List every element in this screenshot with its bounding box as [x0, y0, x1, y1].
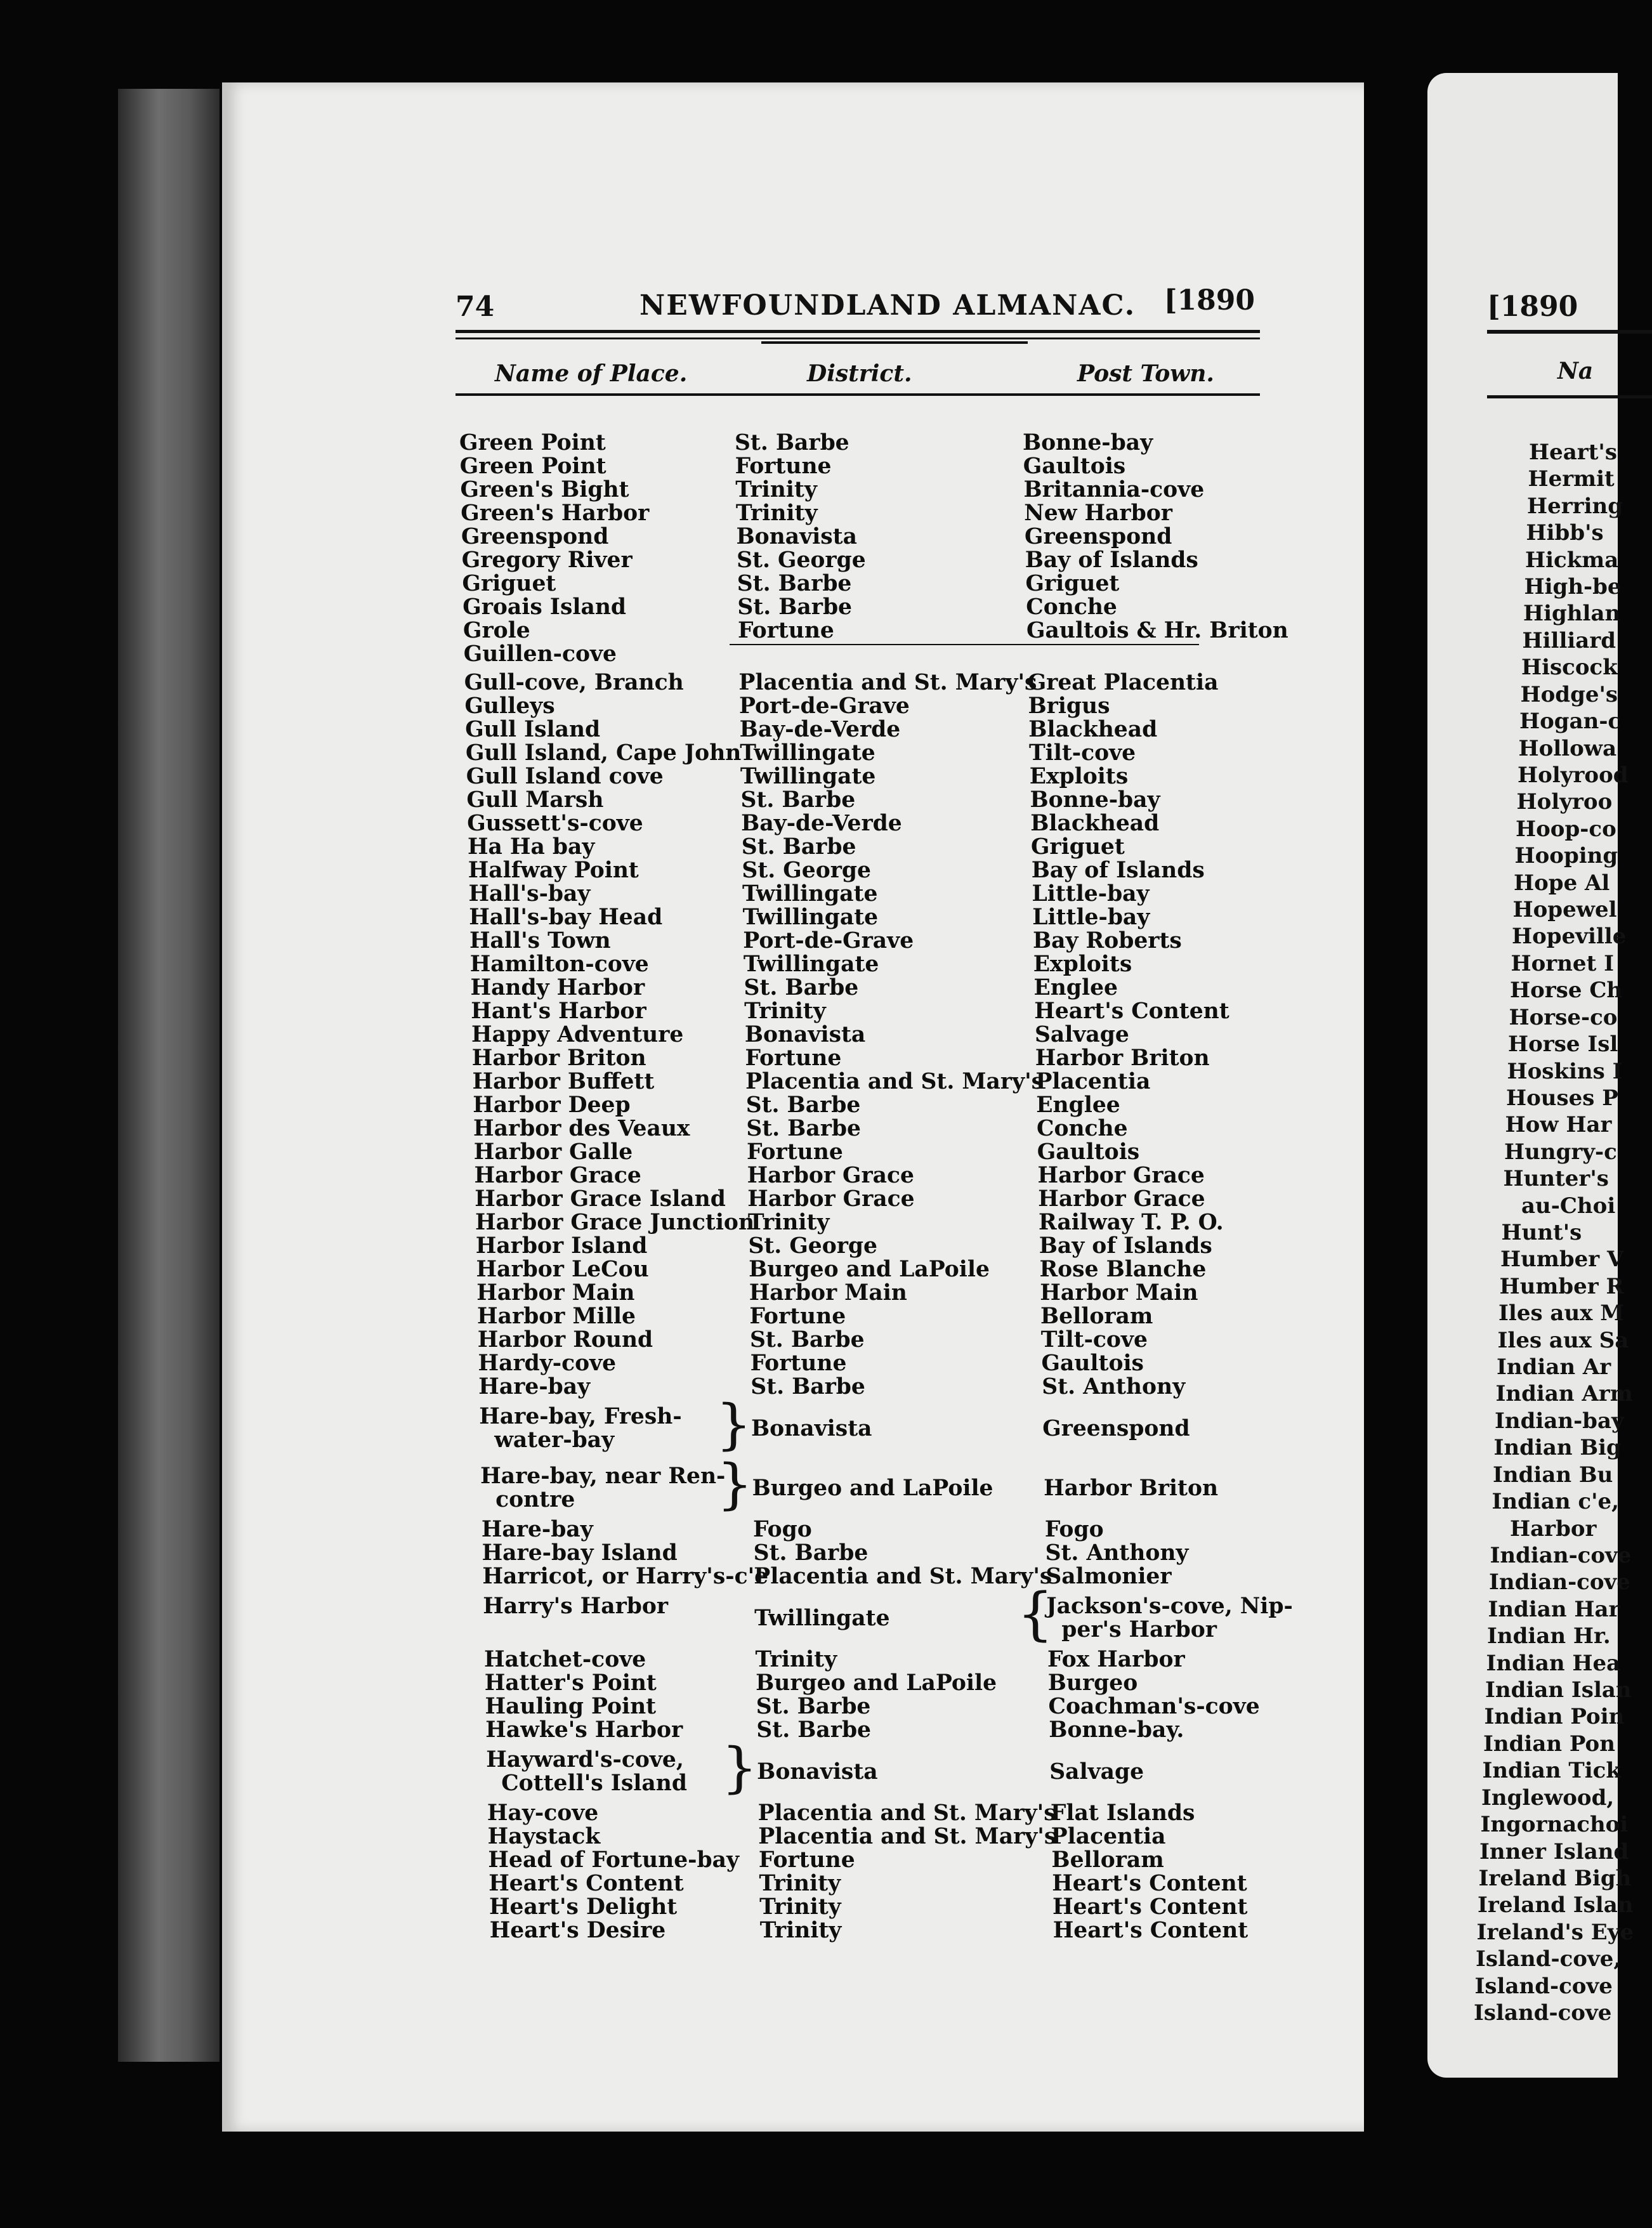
facing-page-entry: Heart's [1529, 440, 1617, 465]
facing-page-year: [1890 [1487, 291, 1578, 323]
post-town-name: St. Anthony [1045, 1540, 1189, 1566]
district-name: Harbor Grace [747, 1186, 915, 1212]
district-name: Trinity [735, 477, 817, 502]
place-name: Hatchet-cove [484, 1647, 646, 1672]
place-name: Hatter's Point [484, 1670, 657, 1696]
facing-page-entry: Horse-co [1509, 1004, 1618, 1030]
facing-page-entry: Hopewel [1512, 897, 1617, 923]
facing-page-entry: Holyroo [1516, 789, 1613, 815]
district-name: Fortune [735, 454, 832, 479]
facing-page-entry: Herring [1527, 493, 1623, 519]
district-name: St. Barbe [737, 594, 853, 620]
post-town-name: Placentia [1035, 1069, 1151, 1094]
district-name: Twillingate [742, 905, 879, 930]
facing-page-entry: Hoskins I [1507, 1058, 1623, 1084]
post-town-name: Heart's Content [1052, 1894, 1248, 1920]
place-name: Harbor Deep [473, 1092, 631, 1118]
post-town-name: Great Placentia [1027, 670, 1219, 695]
post-town-name: Jackson's-cove, Nip- [1046, 1594, 1293, 1619]
district-name: Burgeo and LaPoile [756, 1670, 997, 1696]
facing-page-entry: Indian-bay [1495, 1408, 1624, 1434]
post-town-name: Heart's Content [1034, 999, 1229, 1024]
post-town-name: St. Anthony [1042, 1374, 1186, 1399]
facing-page-entry: Island-cove, [1476, 1946, 1622, 1972]
facing-page-entry: Indian Ar [1497, 1354, 1611, 1380]
place-name: Harbor Island [475, 1233, 648, 1259]
facing-page-entry: Hilliard [1522, 627, 1616, 653]
post-town-name: Harbor Briton [1044, 1475, 1219, 1501]
district-name: St. Barbe [756, 1717, 872, 1743]
post-town-name: Placentia [1051, 1824, 1166, 1849]
place-name: Grole [463, 618, 530, 643]
facing-page-entry: Iles aux Sa [1497, 1327, 1629, 1353]
district-name: Trinity [759, 1894, 841, 1920]
facing-page-entry: Indian Pon [1483, 1731, 1615, 1757]
place-name: Hauling Point [485, 1694, 657, 1719]
facing-page-entry: Horse Ch [1510, 978, 1623, 1004]
post-town-name: Heart's Content [1052, 1918, 1249, 1943]
district-name: St. Barbe [745, 1092, 861, 1118]
facing-page-entry: Harbor [1510, 1516, 1597, 1542]
district-name: Twillingate [743, 952, 879, 977]
district-name: Fortune [745, 1045, 842, 1071]
place-name: Hardy-cove [478, 1351, 617, 1376]
place-name: Harbor Grace Island [475, 1186, 726, 1212]
district-name: Placentia and St. Mary's [738, 670, 1037, 695]
post-town-name: Salmonier [1046, 1564, 1172, 1589]
place-name: Ha Ha bay [467, 834, 595, 860]
district-name: Bonavista [736, 524, 857, 549]
place-name: Gulleys [464, 693, 555, 719]
place-name: Green's Bight [460, 477, 629, 502]
place-name: Hay-cove [487, 1800, 599, 1826]
facing-page-entry: Hollowa [1518, 735, 1617, 761]
place-name: Harbor Grace Junction [475, 1210, 755, 1235]
facing-page-entry: Ireland Bigh [1478, 1865, 1632, 1891]
place-name: Harbor Round [477, 1327, 653, 1353]
post-town-name: Tilt-cove [1028, 740, 1136, 766]
facing-page-entry: Ireland's Eye [1476, 1919, 1634, 1945]
post-town-name: Railway T. P. O. [1038, 1210, 1224, 1235]
facing-page-entry: Holyrood [1518, 762, 1629, 788]
place-name: Harbor Grace [474, 1163, 641, 1188]
place-name: Gull-cove, Branch [464, 670, 684, 695]
district-name: St. Barbe [756, 1694, 871, 1719]
post-town-name: Brigus [1028, 693, 1110, 719]
place-name: Head of Fortune-bay [488, 1847, 740, 1873]
post-town-name: Fox Harbor [1047, 1647, 1185, 1672]
facing-page-entry: Indian-cove [1489, 1569, 1630, 1596]
district-name: Twillingate [754, 1605, 890, 1631]
place-name: Green Point [459, 430, 606, 455]
running-head [456, 284, 1255, 329]
place-name: Haystack [487, 1824, 601, 1849]
place-name: Happy Adventure [471, 1022, 684, 1047]
facing-page-entry: Inglewood, [1481, 1785, 1615, 1811]
facing-page-entry: Hornet I [1511, 950, 1615, 976]
facing-page-entry: Indian Big [1493, 1435, 1622, 1461]
place-name: Groais Island [462, 594, 627, 620]
facing-page-entry: Indian c'e, [1491, 1489, 1619, 1515]
place-name: Harry's Harbor [483, 1594, 669, 1619]
post-town-name: Gaultois [1023, 454, 1126, 479]
district-name: Fortune [738, 618, 834, 643]
facing-page-entry: Ingornachoi [1480, 1812, 1629, 1838]
page-number: 74 [456, 291, 495, 323]
facing-page-entry: Hermit [1528, 466, 1615, 492]
place-name: Halfway Point [468, 858, 639, 883]
post-town-name: Little-bay [1032, 905, 1150, 930]
district-name: St. Barbe [737, 571, 852, 596]
facing-page-entry: Hogan-c [1519, 709, 1622, 735]
post-town-name: Harbor Main [1040, 1280, 1198, 1306]
district-name: Trinity [735, 501, 818, 526]
facing-page-entry: Hoop-co [1516, 816, 1616, 842]
post-town-name: Bay of Islands [1039, 1233, 1212, 1259]
place-name: Handy Harbor [470, 975, 645, 1000]
facing-page-entry: Humber V [1500, 1247, 1624, 1273]
facing-page-entry: Indian Hr. [1487, 1623, 1611, 1649]
district-name: Fortune [758, 1847, 855, 1873]
post-town-name: Conche [1036, 1116, 1128, 1141]
post-town-name: Blackhead [1028, 717, 1158, 742]
post-town-name: Harbor Grace [1037, 1163, 1205, 1188]
post-town-name: Harbor Briton [1035, 1045, 1210, 1071]
column-header-rule [456, 393, 1260, 396]
place-name: contre [495, 1487, 575, 1512]
district-name: St. Barbe [744, 975, 859, 1000]
district-name: Trinity [759, 1871, 841, 1896]
district-name: St. Barbe [741, 834, 856, 860]
section-divider-rule [730, 644, 1199, 645]
post-town-name: Harbor Grace [1038, 1186, 1205, 1212]
place-name: Hawke's Harbor [485, 1717, 683, 1743]
district-name: St. Barbe [751, 1374, 865, 1399]
facing-page-entry: Hunt's [1501, 1220, 1582, 1245]
post-town-name: Flat Islands [1050, 1800, 1195, 1826]
district-name: Port-de-Grave [739, 693, 910, 719]
place-name: Heart's Delight [488, 1894, 678, 1920]
facing-page-entry: Indian Hea [1486, 1650, 1621, 1676]
post-town-name: Belloram [1040, 1304, 1153, 1329]
district-name: Placentia and St. Mary's [758, 1824, 1057, 1849]
district-name: Fortune [746, 1139, 843, 1165]
district-name: Fortune [749, 1304, 846, 1329]
district-name: St. Barbe [753, 1540, 869, 1566]
place-name: Hare-bay, near Ren- [480, 1464, 726, 1489]
place-name: Hayward's-cove, [486, 1747, 684, 1773]
district-name: Bay-de-Verde [739, 717, 901, 742]
place-name: Hall's-bay Head [469, 905, 663, 930]
facing-page-entry: Humber R [1499, 1273, 1624, 1299]
post-town-name: Tilt-cove [1040, 1327, 1148, 1353]
facing-page-entry: Hopeville [1512, 924, 1627, 950]
post-town-name: Bay of Islands [1031, 858, 1205, 883]
post-town-name: New Harbor [1024, 501, 1172, 526]
district-name: Trinity [744, 999, 826, 1024]
grouping-brace: } [716, 1392, 752, 1457]
district-name: Port-de-Grave [743, 928, 914, 953]
place-name: Gull Marsh [466, 787, 604, 813]
header-rule-accent [761, 341, 1028, 344]
post-town-name: Bay of Islands [1025, 547, 1198, 573]
facing-page-entry: au-Choi [1521, 1193, 1616, 1219]
facing-page-entry: Houses P [1506, 1085, 1618, 1111]
facing-page-entry: Indian Tick [1482, 1758, 1621, 1784]
post-town-name: Rose Blanche [1039, 1257, 1207, 1282]
facing-page-column-header: Na [1557, 358, 1594, 384]
post-town-name: Heart's Content [1052, 1871, 1247, 1896]
post-town-name: Salvage [1049, 1759, 1144, 1785]
district-name: Trinity [755, 1647, 837, 1672]
post-town-name: Exploits [1033, 952, 1132, 977]
facing-page-entry: Highlan [1523, 601, 1621, 627]
column-header-district: District. [807, 360, 912, 387]
district-name: St. Barbe [746, 1116, 861, 1141]
facing-page-entry: Hickma [1525, 547, 1619, 573]
post-town-name: Griguet [1030, 834, 1125, 860]
place-name: Gussett's-cove [467, 811, 643, 836]
district-name: St. George [742, 858, 871, 883]
grouping-brace: { [1017, 1581, 1054, 1648]
page-title: NEWFOUNDLAND ALMANAC. [639, 289, 1136, 322]
post-town-name: Conche [1026, 594, 1117, 620]
post-town-name: Belloram [1051, 1847, 1164, 1873]
district-name: Placentia and St. Mary's [757, 1800, 1056, 1826]
place-name: Hall's Town [469, 928, 611, 953]
district-name: St. George [748, 1233, 877, 1259]
facing-page-entry: Indian-cove [1490, 1542, 1632, 1568]
district-name: Harbor Main [749, 1280, 907, 1306]
district-name: Twillingate [742, 881, 878, 907]
post-town-name: Englee [1036, 1092, 1120, 1118]
post-town-name: Englee [1033, 975, 1118, 1000]
place-name: Gull Island [465, 717, 601, 742]
place-name: Hant's Harbor [471, 999, 646, 1024]
place-name: Harbor Galle [473, 1139, 633, 1165]
district-name: St. George [737, 547, 866, 573]
column-header-place: Name of Place. [495, 360, 688, 387]
facing-page-entry: Hiscock [1521, 655, 1618, 681]
facing-page-entry: Hodge's [1520, 681, 1618, 707]
facing-page-entry: Ireland Islan [1478, 1892, 1634, 1918]
district-name: Trinity [759, 1918, 842, 1943]
district-name: Burgeo and LaPoile [749, 1257, 990, 1282]
district-name: Fogo [753, 1517, 812, 1542]
post-town-name: Blackhead [1030, 811, 1160, 836]
facing-page-rule-header [1487, 395, 1652, 398]
district-name: Fortune [750, 1351, 847, 1376]
post-town-name: Exploits [1029, 764, 1129, 789]
facing-page-entry: Hope Al [1514, 870, 1610, 896]
post-town-name: Bonne-bay [1030, 787, 1160, 813]
place-name: Harricot, or Harry's-c'e [482, 1564, 769, 1589]
place-name: Harbor Mille [477, 1304, 636, 1329]
place-name: Hamilton-cove [469, 952, 649, 977]
post-town-name: per's Harbor [1061, 1617, 1217, 1642]
district-name: Twillingate [740, 764, 876, 789]
facing-page-entry: Inner Island [1479, 1838, 1629, 1864]
district-name: St. Barbe [740, 787, 856, 813]
place-name: Cottell's Island [501, 1771, 687, 1796]
district-name: Twillingate [740, 740, 875, 766]
facing-page-entry: High-be [1524, 574, 1622, 600]
place-name: Green Point [459, 454, 606, 479]
grouping-brace: } [721, 1736, 758, 1800]
place-name: Gull Island cove [466, 764, 664, 789]
post-town-name: Britannia-cove [1023, 477, 1205, 502]
facing-page-entry: Horse Isl [1508, 1032, 1618, 1058]
place-name: Harbor Buffett [472, 1069, 655, 1094]
place-name: water-bay [494, 1427, 615, 1453]
post-town-name: Greenspond [1042, 1415, 1190, 1441]
district-name: Bonavista [751, 1415, 872, 1441]
place-name: Harbor Briton [471, 1045, 646, 1071]
header-double-rule-bottom [456, 337, 1260, 339]
facing-page-rule-top [1487, 330, 1652, 334]
facing-page-entry: Hooping [1514, 843, 1618, 869]
place-name: Harbor LeCou [476, 1257, 649, 1282]
column-header-post-town: Post Town. [1077, 360, 1214, 387]
post-town-name: Gaultois [1037, 1139, 1140, 1165]
facing-page-entry: Iles aux M [1498, 1301, 1624, 1327]
district-name: Bonavista [757, 1759, 878, 1785]
post-town-name: Griguet [1025, 571, 1120, 596]
post-town-name: Coachman's-cove [1048, 1694, 1260, 1719]
facing-page-entry: Island-cove [1474, 2000, 1612, 2026]
district-name: Placentia and St. Mary's [754, 1564, 1052, 1589]
facing-page-entry: Hungry-c [1504, 1139, 1617, 1165]
place-name: Greenspond [461, 524, 609, 549]
header-double-rule-top [456, 330, 1260, 333]
place-name: Guillen-cove [463, 641, 617, 667]
place-name: Hall's-bay [468, 881, 591, 907]
post-town-name: Fogo [1044, 1517, 1104, 1542]
place-name: Gregory River [461, 547, 633, 573]
place-name: Hare-bay [481, 1517, 593, 1542]
place-name: Heart's Content [488, 1871, 684, 1896]
place-name: Griguet [462, 571, 556, 596]
district-name: Bonavista [744, 1022, 866, 1047]
book-spine-edge [118, 89, 220, 2062]
facing-page-entry: Hibb's [1526, 520, 1604, 546]
facing-page-entry: Indian Poin [1484, 1704, 1625, 1730]
facing-page-entry: How Har [1505, 1112, 1612, 1138]
district-name: Bay-de-Verde [741, 811, 902, 836]
post-town-name: Greenspond [1025, 524, 1172, 549]
place-name: Hare-bay [478, 1374, 591, 1399]
district-name: St. Barbe [749, 1327, 865, 1353]
district-name: St. Barbe [735, 430, 849, 455]
post-town-name: Burgeo [1047, 1670, 1138, 1696]
place-name: Harbor des Veaux [473, 1116, 690, 1141]
place-name: Green's Harbor [461, 501, 650, 526]
district-name: Trinity [747, 1210, 830, 1235]
facing-page-entry: Indian Islan [1485, 1677, 1632, 1703]
post-town-name: Bonne-bay. [1049, 1717, 1184, 1743]
facing-page-entry: Indian Bu [1493, 1462, 1613, 1488]
facing-page-entry: Indian Har [1488, 1596, 1620, 1622]
place-name: Gull Island, Cape John [465, 740, 742, 766]
facing-page-entry: Hunter's [1503, 1166, 1609, 1192]
page-year: [1890 [1164, 284, 1255, 317]
facing-page-entry: Island-cove [1474, 1973, 1613, 1999]
district-name: Harbor Grace [747, 1163, 914, 1188]
place-name: Hare-bay, Fresh- [479, 1404, 682, 1429]
post-town-name: Gaultois [1041, 1351, 1144, 1376]
place-name: Harbor Main [476, 1280, 635, 1306]
place-name: Hare-bay Island [482, 1540, 678, 1566]
post-town-name: Bonne-bay [1023, 430, 1153, 455]
facing-page-entry: Indian Arm [1495, 1381, 1633, 1407]
post-town-name: Gaultois & Hr. Briton [1026, 618, 1288, 643]
facing-page [1427, 73, 1634, 2078]
place-name: Heart's Desire [489, 1918, 666, 1943]
grouping-brace: } [716, 1452, 753, 1516]
district-name: Burgeo and LaPoile [752, 1475, 993, 1501]
district-name: Placentia and St. Mary's [745, 1069, 1044, 1094]
post-town-name: Little-bay [1032, 881, 1150, 907]
post-town-name: Salvage [1034, 1022, 1129, 1047]
post-town-name: Bay Roberts [1032, 928, 1182, 953]
